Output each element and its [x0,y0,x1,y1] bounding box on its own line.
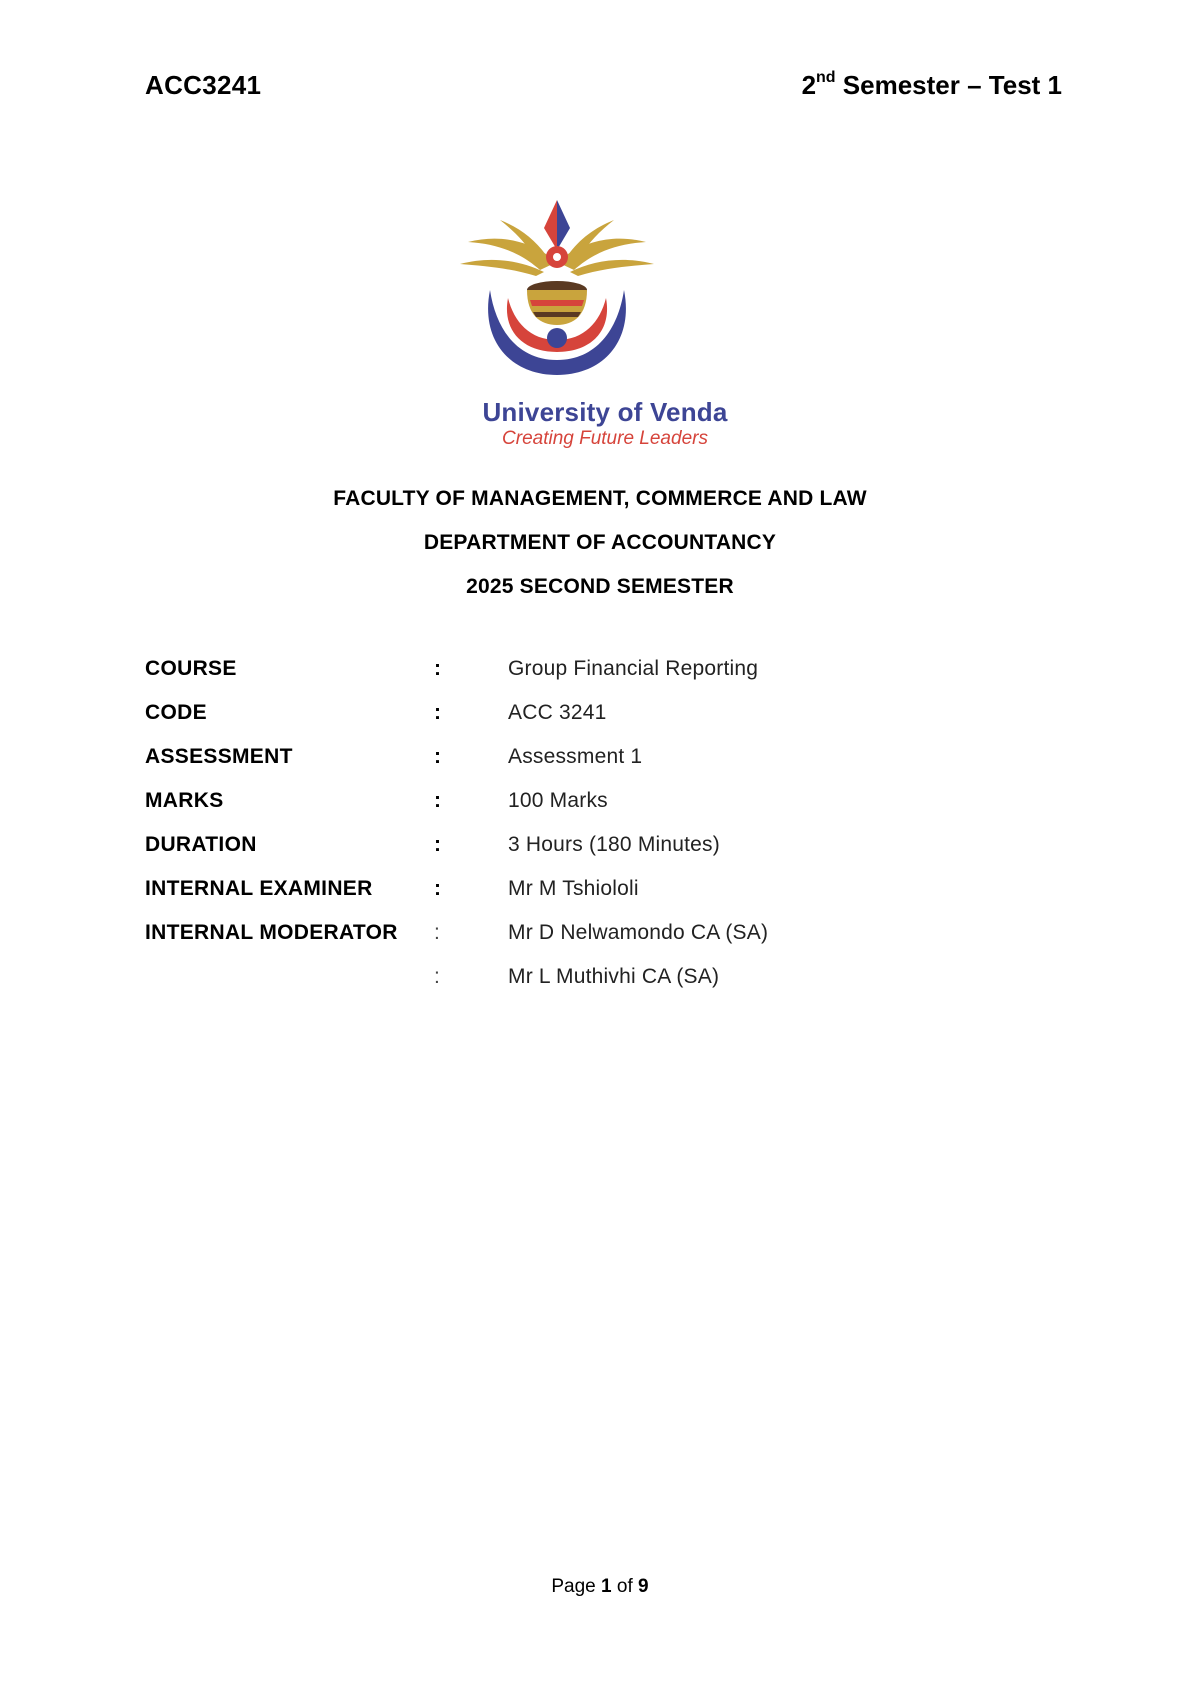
info-row-course [145,657,1045,701]
header-course-code: ACC3241 [145,70,262,100]
footer-total-pages: 9 [638,1576,649,1597]
info-value: Assessment 1 [508,745,643,768]
page-footer [0,1576,1200,1598]
info-value: Mr D Nelwamondo CA (SA) [508,921,769,944]
info-colon: : [434,789,441,812]
info-row-internal-moderator [145,921,1045,965]
semester-title: 2025 SECOND SEMESTER [466,575,734,598]
info-colon: : [434,965,440,988]
info-value: ACC 3241 [508,701,607,724]
info-value: Mr M Tshiololi [508,877,639,900]
semester-rest: Semester – Test 1 [835,70,1062,100]
info-colon: : [434,921,440,944]
department-title: DEPARTMENT OF ACCOUNTANCY [423,531,777,554]
faculty-title: FACULTY OF MANAGEMENT, COMMERCE AND LAW [333,487,867,510]
info-label: ASSESSMENT [145,745,293,768]
info-label: CODE [145,701,207,724]
university-tagline: Creating Future Leaders [502,428,708,449]
info-row-second-moderator [145,965,1045,1009]
info-colon: : [434,833,441,856]
semester-ordinal: 2 [801,70,817,100]
footer-of-word: of [616,1576,633,1597]
info-colon: : [434,657,441,680]
info-label: INTERNAL MODERATOR [145,921,398,944]
info-row-assessment [145,745,1045,789]
footer-page-word: Page [551,1576,596,1597]
info-colon: : [434,877,441,900]
info-row-internal-examiner [145,877,1045,921]
university-name: University of Venda [482,397,728,427]
info-value: 100 Marks [508,789,608,812]
info-label: INTERNAL EXAMINER [145,877,373,900]
info-label: DURATION [145,833,257,856]
info-colon: : [434,701,441,724]
info-value: Group Financial Reporting [508,657,759,680]
info-label: MARKS [145,789,224,812]
info-row-marks [145,789,1045,833]
info-colon: : [434,745,441,768]
assessment-info-table [145,657,1045,1009]
info-value: Mr L Muthivhi CA (SA) [508,965,720,988]
footer-current-page: 1 [601,1576,612,1597]
info-row-duration [145,833,1045,877]
semester-suffix: nd [816,69,836,87]
info-row-code [145,701,1045,745]
info-value: 3 Hours (180 Minutes) [508,833,720,856]
header-semester-test [802,70,1062,101]
info-label: COURSE [145,657,237,680]
